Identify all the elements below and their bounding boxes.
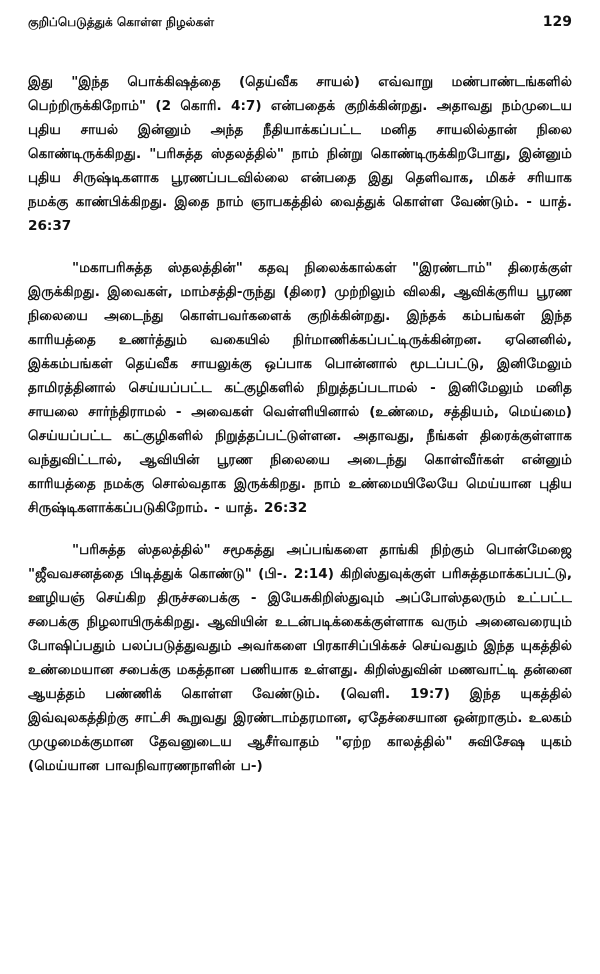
body-text bbox=[28, 70, 572, 778]
paragraph-3: "பரிசுத்த ஸ்தலத்தில்" சமூகத்து அப்பங்களை தாங்கி நிற்கும் பொன்மேஜை "ஜீவவசனத்தை பிடித்துக் கொண்டு" (பி-. 2:14) கிறிஸ்துவுக்குள் பரிசுத்தமாக்கப்பட்டு, ஊழியஞ் செய்கிற திருச்சபைக்கு - இயேசுகிறிஸ்துவும் அப்போஸ்தலரும் உட்பட்ட சபைக்கு நிழலாயிருக்கிறது. ஆவியின் உடன்படிக்கைக்குள்ளாக வரும் அனைவரையும் போஷிப்பதும் பலப்படுத்துவதும் அவர்களை பிரகாசிப்பிக்கச் செய்வதும் இந்த யுகத்தில் உண்மையான சபைக்கு மகத்தான பணியாக உள்ளது. கிறிஸ்துவின் மணவாட்டி தன்னை ஆயத்தம் பண்ணிக் கொள்ள வேண்டும். (வெளி. 19:7) இந்த யுகத்தில் இவ்வுலகத்திற்கு சாட்சி கூறுவது இரண்டாம்தரமான, ஏதேச்சையான ஒன்றாகும். உலகம் முழுமைக்குமான தேவனுடைய ஆசீர்வாதம் "ஏற்ற காலத்தில்" சுவிசேஷ யுகம் (மெய்யான பாவநிவாரணநாளின் ப-) bbox=[28, 542, 572, 774]
page-number: 129 bbox=[542, 14, 572, 30]
running-title: குறிப்பெடுத்துக் கொள்ள நிழல்கள் bbox=[28, 15, 215, 29]
paragraph-1: இது "இந்த பொக்கிஷத்தை (தெய்வீக சாயல்) எவ்வாறு மண்பாண்டங்களில் பெற்றிருக்கிறோம்" (2 கொரி. 4:7) என்பதைக் குறிக்கின்றது. அதாவது நம்முடைய புதிய சாயல் இன்னும் அந்த நீதியாக்கப்பட்ட மனித சாயலில்தான் நிலை கொண்டிருக்கிறது. "பரிசுத்த ஸ்தலத்தில்" நாம் நின்று கொண்டிருக்கிறபோது, இன்னும் புதிய சிருஷ்டிகளாக பூரணப்படவில்லை என்பதை இது தெளிவாக, மிகச் சரியாக நமக்கு காண்பிக்கிறது. இதை நாம் ஞாபகத்தில் வைத்துக் கொள்ள வேண்டும். - யாத். 26:37 bbox=[28, 74, 572, 234]
paragraph-2: "மகாபரிசுத்த ஸ்தலத்தின்" கதவு நிலைக்கால்கள் "இரண்டாம்" திரைக்குள் இருக்கிறது. இவைகள், மாம்சத்தி-ருந்து (திரை) முற்றிலும் விலகி, ஆவிக்குரிய பூரண நிலையை அடைந்து கொள்பவர்களைக் குறிக்கின்றது. இந்தக் கம்பங்கள் இந்த காரியத்தை உணர்த்தும் வகையில் நிர்மாணிக்கப்பட்டிருக்கின்றன. ஏனெனில், இக்கம்பங்கள் தெய்வீக சாயலுக்கு ஒப்பாக பொன்னால் மூடப்பட்டு, இனிமேலும் தாமிரத்தினால் செய்யப்பட்ட கட்குழிகளில் நிறுத்தப்படாமல் - இனிமேலும் மனித சாயலை சார்ந்திராமல் - அவைகள் வெள்ளியினால் (உண்மை, சத்தியம், மெய்மை) செய்யப்பட்ட கட்குழிகளில் நிறுத்தப்பட்டுள்ளன. அதாவது, நீங்கள் திரைக்குள்ளாக வந்துவிட்டால், ஆவியின் பூரண நிலையை அடைந்து கொள்வீர்கள் என்னும் காரியத்தை நமக்கு சொல்வதாக இருக்கிறது. நாம் உண்மையிலேயே மெய்யான புதிய சிருஷ்டிகளாக்கப்படுகிறோம். - யாத். 26:32 bbox=[28, 260, 572, 516]
page-header bbox=[28, 14, 572, 42]
